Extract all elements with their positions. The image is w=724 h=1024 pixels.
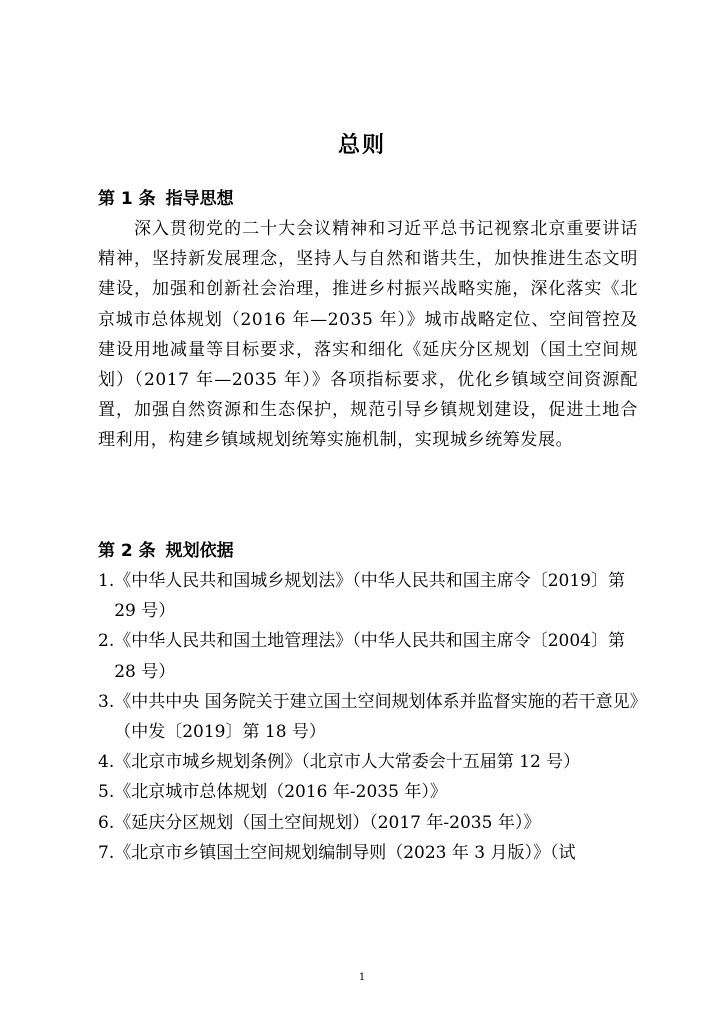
article-1-paragraph: 深入贯彻党的二十大会议精神和习近平总书记视察北京重要讲话精神，坚持新发展理念，坚持人与自然和谐共生，加快推进生态文明建设，加强和创新社会治理，推进乡村振兴战略实施，深化落实《北京城市总体规划（2016 年—2035 年）》城市战略定位、空间管控及建设用地减量等目标要求，落实和细化《延庆分区规划（国土空间规划）（2017 年—2035 年）》各项指标要求，优化乡镇域空间资源配置，加强自然资源和生态保护，规范引导乡镇规划建设，促进土地合理利用，构建乡镇域规划统筹实施机制，实现城乡统筹发展。 xyxy=(98,219,638,451)
page-number: 1 xyxy=(358,972,366,983)
list-item xyxy=(98,566,643,626)
list-item-number: 5. xyxy=(98,782,115,803)
list-item-number: 7. xyxy=(98,842,115,863)
list-item-number: 1. xyxy=(98,571,115,591)
article-1-number: 第 1 条 xyxy=(98,189,156,209)
list-item xyxy=(98,838,643,868)
list-item-number: 6. xyxy=(98,812,115,833)
list-item xyxy=(98,626,643,686)
article-1-heading xyxy=(98,184,234,209)
list-item xyxy=(98,687,643,747)
list-item-number: 2. xyxy=(98,631,115,652)
list-item-text: 《北京城市总体规划（2016 年-2035 年）》 xyxy=(114,782,447,803)
list-item xyxy=(98,747,643,777)
list-item xyxy=(98,777,643,807)
basis-list xyxy=(98,566,643,868)
list-item xyxy=(98,808,643,838)
list-item-text: 《北京市城乡规划条例》（北京市人大常委会十五届第 12 号） xyxy=(114,752,581,773)
page-title: 总则 xyxy=(337,133,386,158)
list-item-text: 《延庆分区规划（国土空间规划）（2017 年-2035 年）》 xyxy=(114,812,541,833)
article-2-title: 规划依据 xyxy=(165,541,234,561)
list-item-text: 《中华人民共和国城乡规划法》（中华人民共和国主席令〔2019〕第 29 号） xyxy=(114,571,625,622)
list-item-text: 《中共中央 国务院关于建立国土空间规划体系并监督实施的若干意见》（中发〔2019〕第 18 号） xyxy=(114,691,639,743)
article-2-number: 第 2 条 xyxy=(98,541,156,561)
list-item-number: 4. xyxy=(98,752,115,773)
list-item-text: 《北京市乡镇国土空间规划编制导则（2023 年 3 月版）》（试 xyxy=(114,842,576,863)
list-item-text: 《中华人民共和国土地管理法》（中华人民共和国主席令〔2004〕第 28 号） xyxy=(114,631,625,682)
article-1-title: 指导思想 xyxy=(165,189,234,209)
article-2-heading xyxy=(98,536,234,561)
list-item-number: 3. xyxy=(98,691,115,712)
